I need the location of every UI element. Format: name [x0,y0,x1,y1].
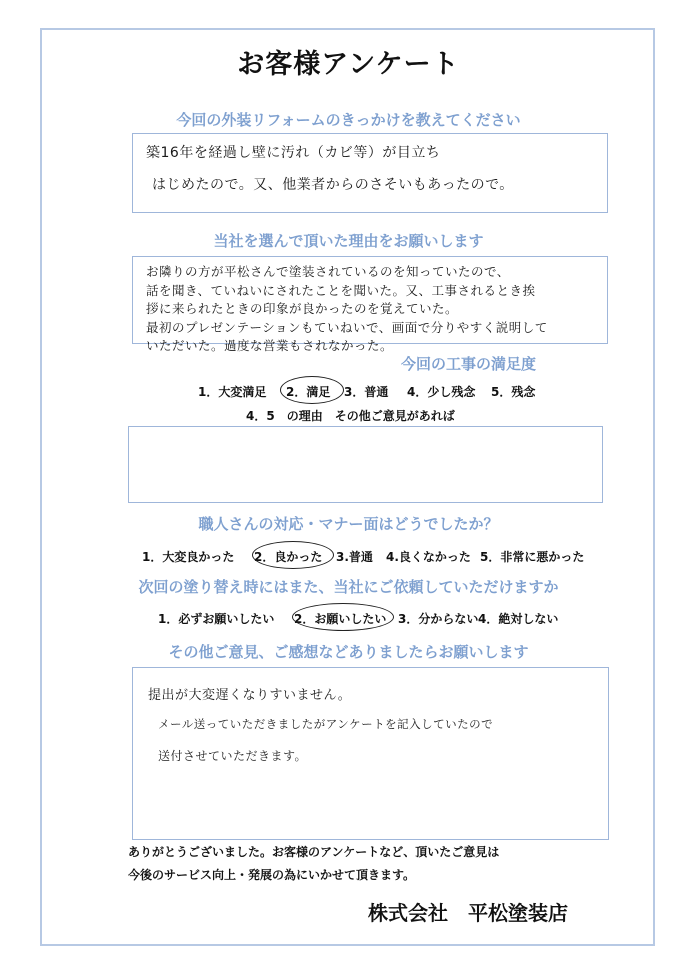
selection-circle [292,603,394,631]
q2-answer-line: いただいた。過度な営業もされなかった。 [146,338,394,353]
q4-option: 4.良くなかった [386,550,471,564]
selection-circle [252,541,334,569]
q4-option: 5．非常に悪かった [480,550,585,564]
thanks-line: 今後のサービス向上・発展の為にいかせて頂きます。 [128,868,416,882]
q4-option: 3.普通 [336,550,373,564]
q2-heading: 当社を選んで頂いた理由をお願いします [213,232,484,250]
q3-option-selected: 2．満足 [286,385,331,399]
q5-option: 4．絶対しない [478,612,559,626]
q2-answer-line: 話を聞き、ていねいにされたことを聞いた。又、工事されるとき挨 [146,283,536,298]
q3-option: 5．残念 [491,385,536,399]
q4-option: 1．大変良かった [142,550,235,564]
q6-answer-line: メール送っていただきましたがアンケートを記入していたので [158,717,494,731]
q6-answer-line: 送付させていただきます。 [158,749,308,763]
q5-option-selected: 2．お願いしたい [294,612,387,626]
q1-heading: 今回の外装リフォームのきっかけを教えてください [176,111,521,129]
q6-answer-line: 提出が大変遅くなりすいません。 [148,688,352,703]
q5-option: 3．分からない [398,612,479,626]
q4-option-selected: 2．良かった [254,550,323,564]
q3-option: 4．少し残念 [407,385,476,399]
selection-circle [280,376,344,404]
q3-option: 1．大変満足 [198,385,267,399]
q6-heading: その他ご意見、ご感想などありましたらお願いします [168,643,529,661]
survey-title: お客様アンケート [237,49,460,80]
q4-heading: 職人さんの対応・マナー面はどうでしたか？ [198,515,499,533]
q2-answer-line: 最初のプレゼンテーションもていねいで、画面で分りやすく説明して [146,320,548,335]
q3-subline: 4．5 の理由 その他ご意見があれば [246,409,455,423]
q1-answer-line: 築16年を経過し壁に汚れ（カビ等）が目立ち [146,145,441,161]
q5-option: 1．必ずお願いしたい [158,612,275,626]
thanks-line: ありがとうございました。お客様のアンケートなど、頂いたご意見は [128,845,500,859]
q2-answer-line: 拶に来られたときの印象が良かったのを覚えていた。 [146,301,459,316]
q3-heading: 今回の工事の満足度 [400,355,536,373]
q1-answer-line: はじめたので。又、他業者からのさそいもあったので。 [152,177,514,193]
company-name: 株式会社 平松塗装店 [368,901,568,925]
q5-heading: 次回の塗り替え時にはまた、当社にご依頼していただけますか [138,578,559,596]
q3-reason-box [128,426,603,503]
q3-option: 3．普通 [344,385,389,399]
q2-answer-line: お隣りの方が平松さんで塗装されているのを知っていたので、 [146,264,510,279]
